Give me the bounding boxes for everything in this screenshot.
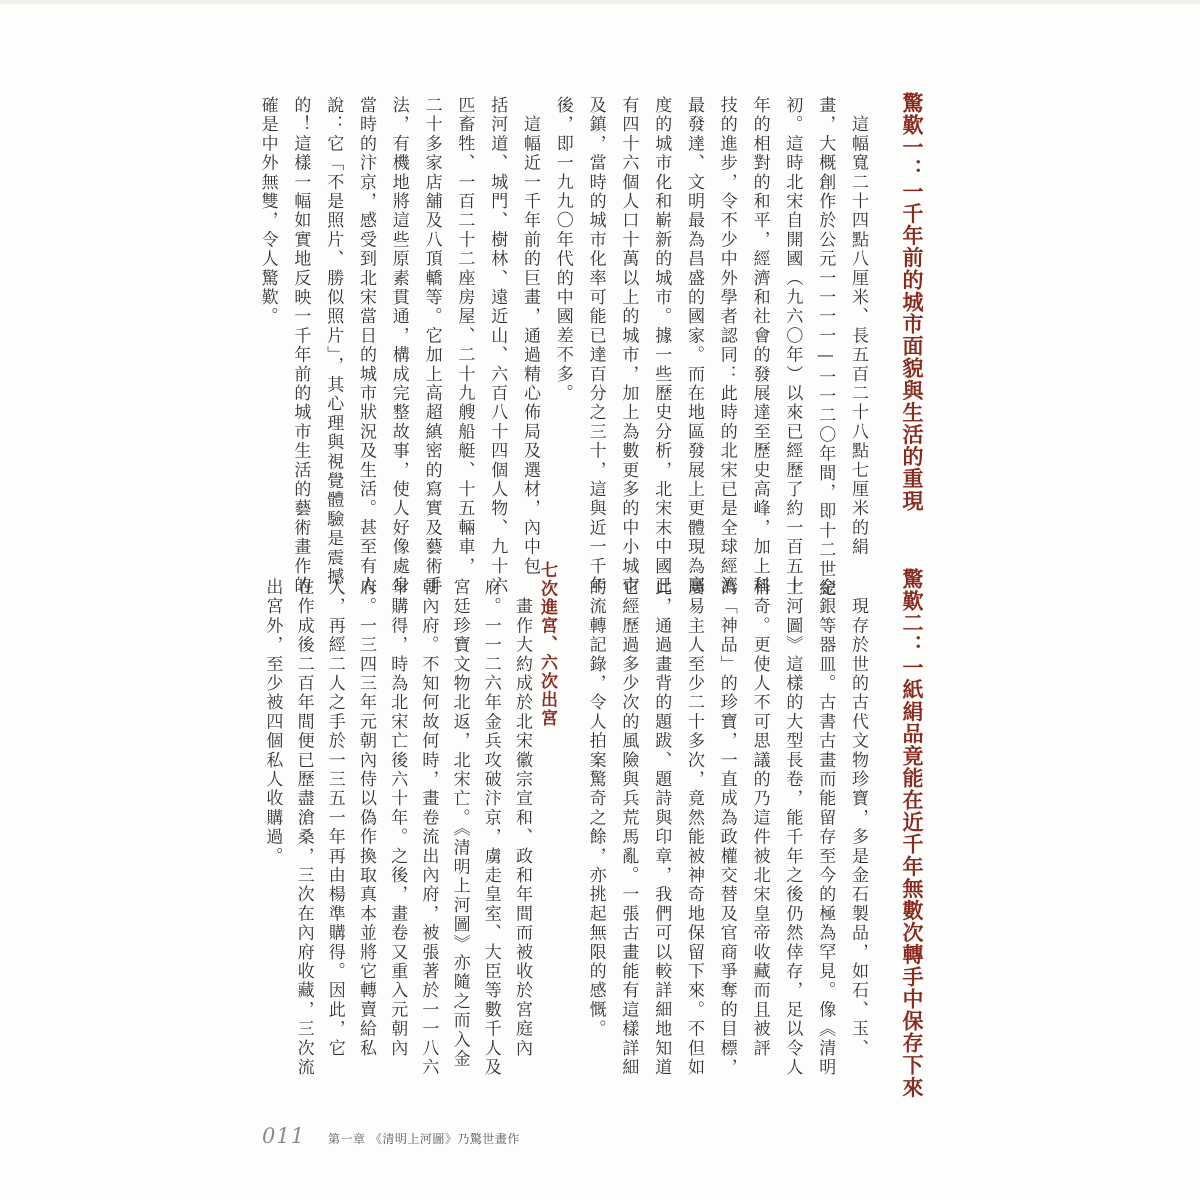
text-column: 它經歷過多少次的風險與兵荒馬亂。一張古畫能有這樣詳細: [618, 578, 639, 1078]
text-column: 及鎮，當時的城市化率可能已達百分之三十，這與近一千年: [585, 96, 606, 596]
text-column: 府。一三四三年元朝內侍以偽作換取真本並將它轉賣給私: [356, 578, 376, 1058]
top-rule: [0, 0, 1200, 4]
text-column: 人，再經二人之手於一三五一年再由楊準購得。因此，它: [324, 578, 345, 1058]
text-column: 初。這時北宋自開國（九六〇年）以來已經歷了約一百五十: [782, 96, 803, 596]
text-column: 當時的汴京，感受到北宋當日的城市狀況及生活。甚至有人: [356, 96, 376, 596]
text-column: 確是中外無雙，令人驚歎。: [257, 96, 278, 327]
section1-heading: 驚歎一：一千年前的城市面貌與生活的重現: [900, 92, 925, 512]
text-column: 朝內府。不知何故何時，畫卷流出內府，被張著於一一八六: [418, 578, 439, 1078]
text-column: 出宮外，至少被四個私人收購過。: [262, 578, 283, 866]
text-column: 金銀等器皿。古書古畫而能留存至今的極為罕見。像《清明: [815, 578, 836, 1078]
text-column: 畫作大約成於北宋徽宗宣和、政和年間而被收於宮庭內: [512, 578, 532, 1058]
text-column: 有四十六個人口十萬以上的城市，加上為數更多的中小城市: [618, 96, 639, 596]
text-column: 的流轉記錄，令人拍案驚奇之餘，亦挑起無限的感慨。: [585, 578, 606, 1039]
text-column: 這幅寬二十四點八厘米、長五百二十八點七厘米的絹: [848, 96, 868, 557]
page-number: 011: [262, 1124, 306, 1148]
text-column: 二十多家店舖及八頂轎等。它加上高超縝密的寫實及藝術手: [421, 96, 442, 596]
text-column: 畫，大概創作於公元一一一一—一一二〇年間，即十二世紀: [815, 96, 836, 599]
text-column: 度的城市化和嶄新的城市。據一些歷史分析，北宋末中國已: [651, 96, 672, 596]
text-column: 年的相對的和平，經濟和社會的發展達至歷史高峰，加上科: [749, 96, 770, 596]
text-column: 府。一一二六年金兵攻破汴京，虜走皇室、大臣等數千人及: [480, 578, 501, 1078]
text-column: 法，有機地將這些原素貫通，構成完整故事，使人好像處身: [388, 96, 409, 596]
text-column: 說：它「不是照片、勝似照片」，其心理與視覺體驗是震撼: [323, 96, 344, 587]
section2-subheading: 七次進宮、六次出宮: [537, 561, 557, 728]
text-column: 上河圖》這樣的大型長卷，能千年之後仍然倖存，足以令人: [782, 578, 803, 1078]
text-column: 括河道、城門、樹林、遠近山、六百八十四個人物、九十六: [487, 96, 508, 596]
text-column: 這幅近一千年前的巨畫，通過精心佈局及選材，內中包: [520, 96, 540, 576]
text-column: 稱奇。更使人不可思議的乃這件被北宋皇帝收藏而且被評: [749, 578, 770, 1058]
text-column: 為「神品」的珍寶，一直成為政權交替及官商爭奪的目標，: [716, 578, 737, 1078]
text-column: 此，通過畫背的題跋、題詩與印章，我們可以較詳細地知道: [651, 578, 672, 1078]
text-column: 後，即一九九〇年代的中國差不多。: [552, 96, 573, 404]
text-column: 的！這樣一幅如實地反映一千年前的城市生活的藝術畫作的: [290, 96, 311, 596]
text-column: 屢易主人至少二十多次，竟然能被神奇地保留下來。不但如: [684, 578, 704, 1078]
running-head: 第一章 《清明上河圖》乃驚世畫作: [328, 1132, 520, 1146]
text-column: 年購得，時為北宋亡後六十年。之後，畫卷又重入元朝內: [387, 578, 408, 1058]
text-column: 匹畜牲、一百二十二座房屋、二十九艘船艇、十五輛車，: [454, 96, 475, 576]
text-column: 宮廷珍寶文物北返，北宋亡。《清明上河圖》亦隨之而入金: [449, 578, 470, 1069]
text-column: 最發達、文明最為昌盛的國家。而在地區發展上更體現為高: [684, 96, 704, 596]
section2-heading: 驚歎二：一紙絹品竟能在近千年無數次轉手中保存下來: [900, 568, 925, 1099]
text-column: 技的進步，令不少中外學者認同：此時的北宋已是全球經濟: [716, 96, 737, 596]
text-column: 在作成後二百年間便已歷盡滄桑，三次在內府收藏，三次流: [293, 578, 314, 1078]
text-column: 現存於世的古代文物珍寶，多是金石製品，如石、玉、: [848, 578, 868, 1058]
